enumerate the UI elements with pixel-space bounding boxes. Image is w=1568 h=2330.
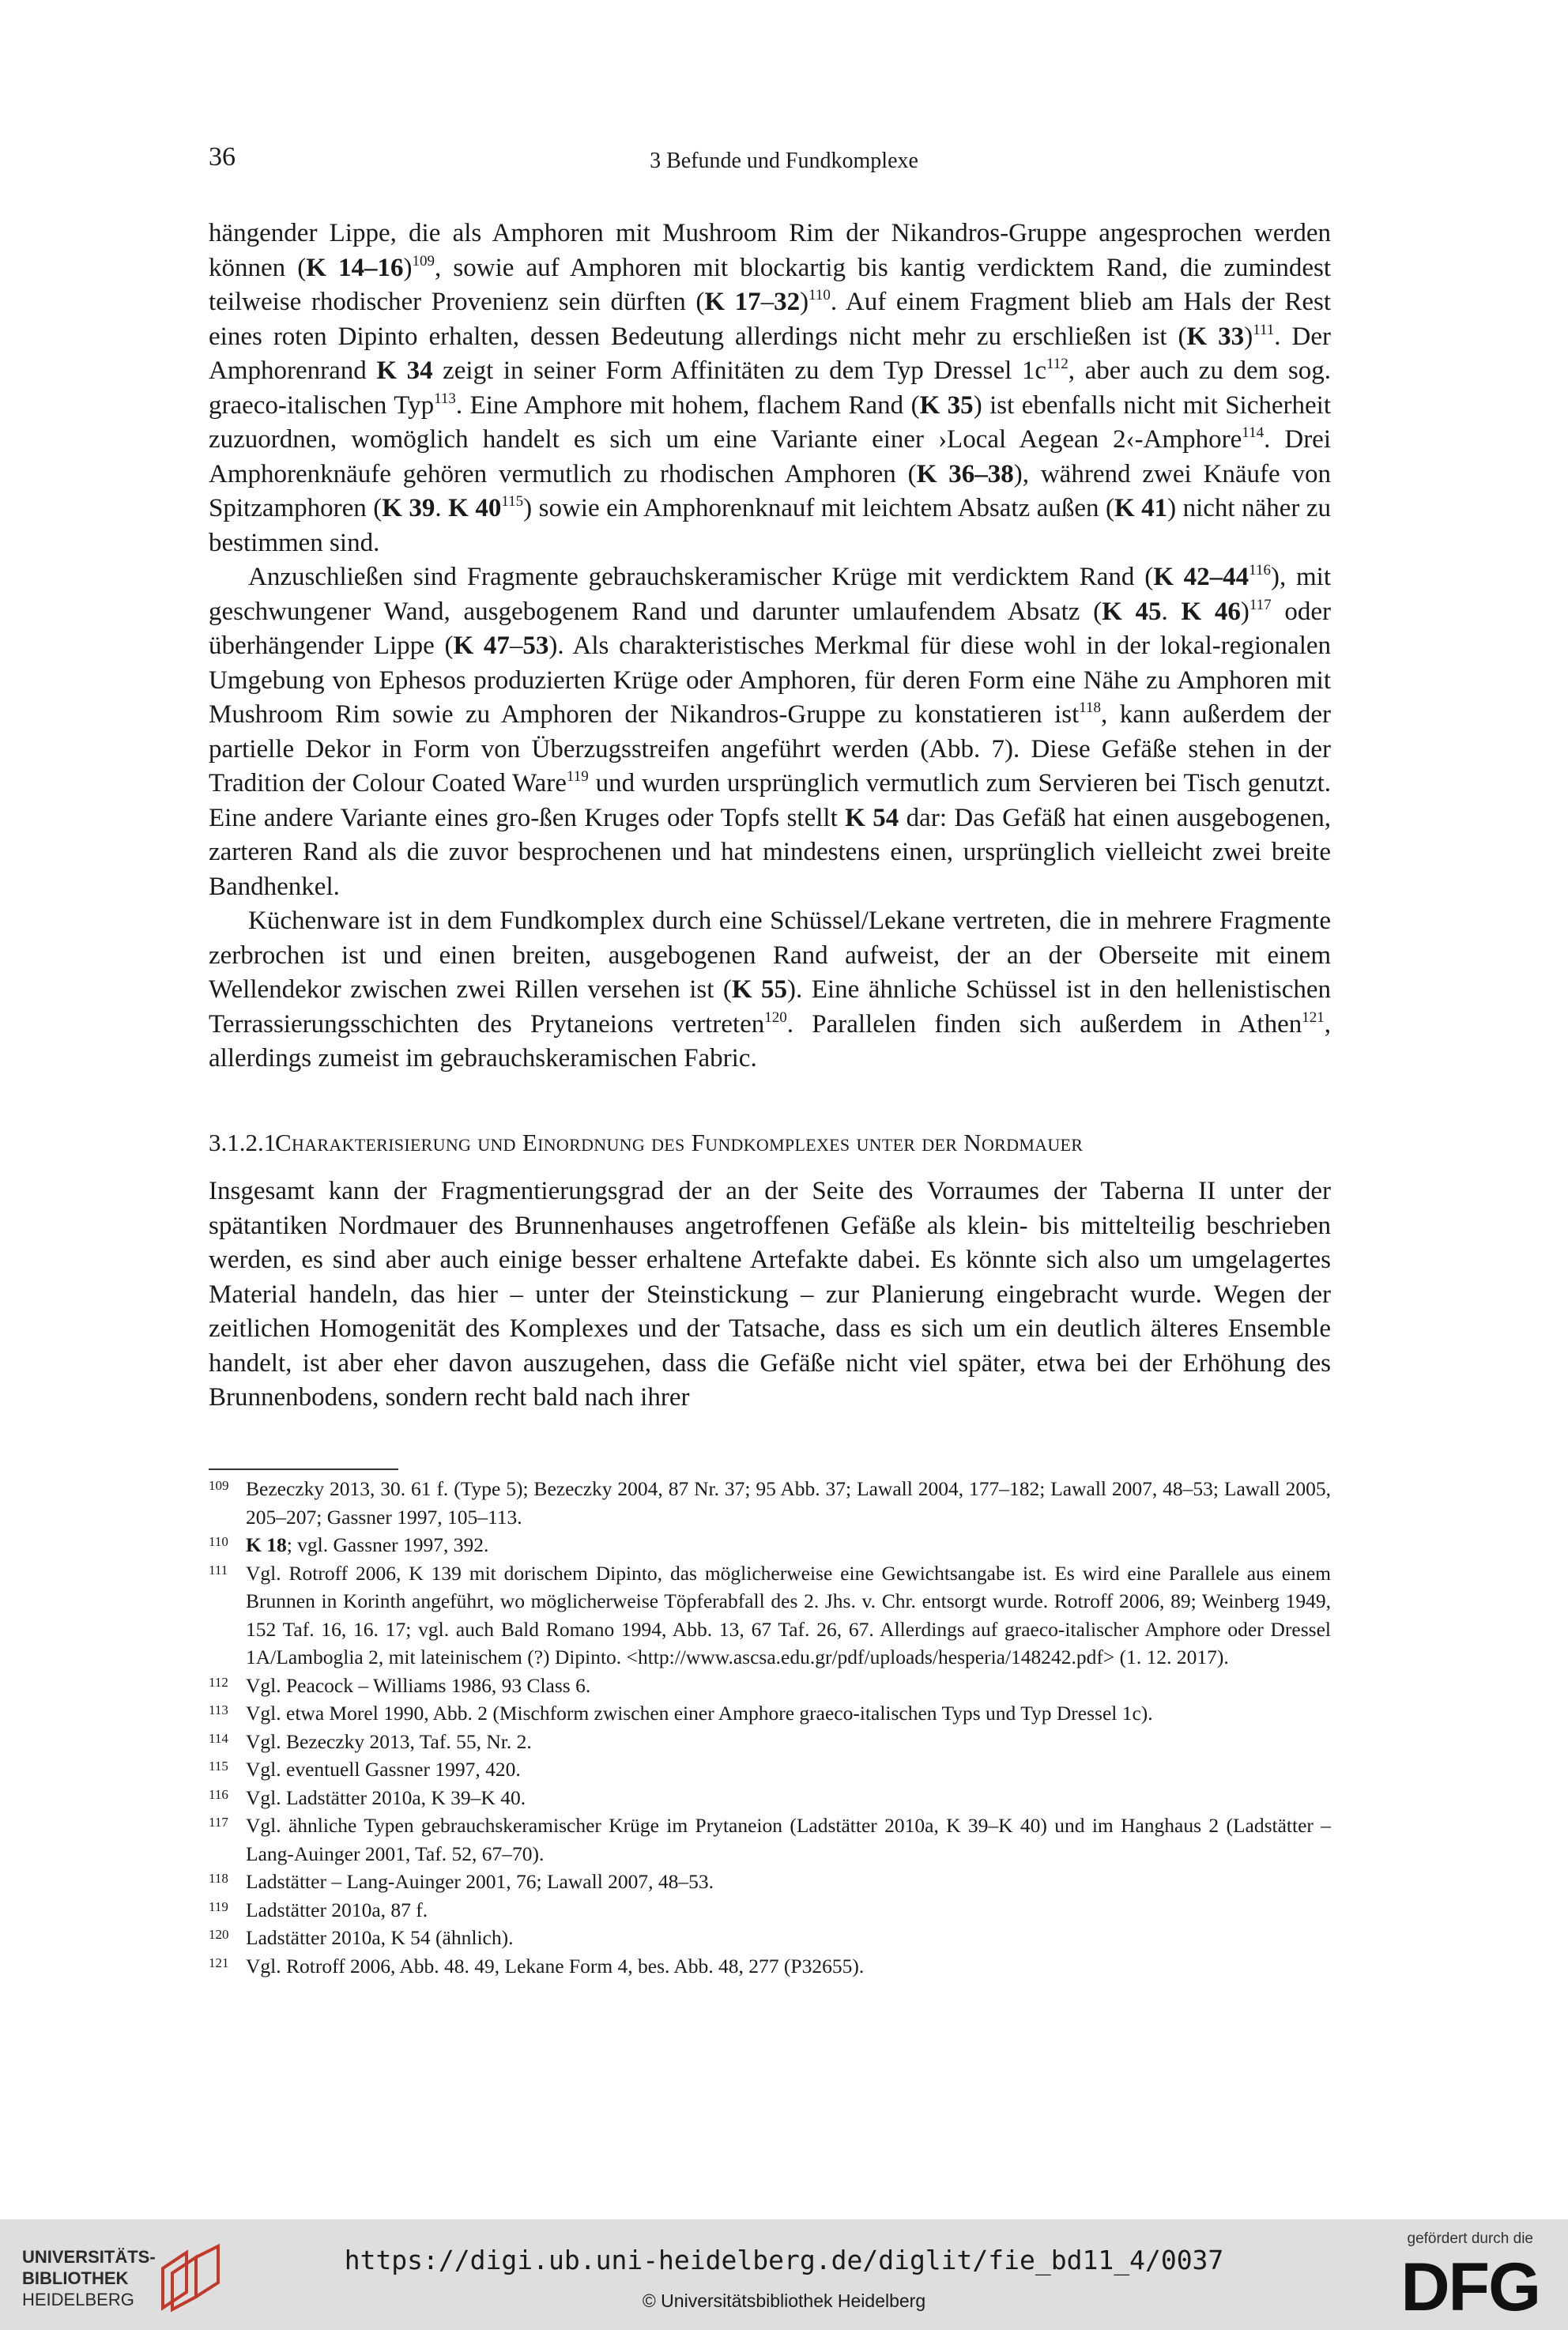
footnote-ref: 112: [1046, 356, 1069, 372]
section-title: Charakterisierung und Einordnung des Fundkomplexes unter der Nordmauer: [275, 1129, 1084, 1156]
library-line-1: UNIVERSITÄTS-: [22, 2247, 156, 2267]
footnote-ref: 120: [764, 1009, 787, 1026]
text-run: , sowie auf Amphoren mit blockartig bis kantig verdicktem Rand, die zumindest teilweise rhodischer Provenienz sein dürften (: [209, 253, 1332, 316]
text-run: oder überhängender Lippe (: [209, 597, 1331, 660]
footnote: [209, 1952, 1331, 1981]
text-run: ): [800, 288, 809, 316]
footnote-number: 110: [209, 1534, 228, 1549]
footnote-text: [246, 1672, 1331, 1700]
footnotes: [209, 1475, 1331, 1980]
footnote-text: [246, 1896, 1331, 1925]
text-run: .: [1161, 597, 1182, 626]
text-run: hängender Lippe, die als Amphoren mit Mushroom Rim der Nikandros-Gruppe angesprochen werden können (: [209, 219, 1331, 282]
dfg-logo: DFG: [1400, 2249, 1540, 2325]
section-body: [209, 1174, 1331, 1416]
catalogue-ref: K 18: [246, 1533, 287, 1556]
catalogue-ref: K 47: [453, 632, 510, 660]
text-run: ): [1240, 597, 1250, 626]
catalogue-ref: K 33: [1186, 322, 1245, 351]
footnote: [209, 1559, 1331, 1672]
footer-bar: [0, 2219, 1568, 2330]
text-run: Bezeczky 2013, 30. 61 f. (Type 5); Bezeczky 2004, 87 Nr. 37; 95 Abb. 37; Lawall 2004, 177–182; Lawall 2007, 48–53; Lawall 2005, 205–207; Gassner 1997, 105–113.: [246, 1477, 1331, 1529]
footnote: [209, 1672, 1331, 1700]
funding-label: gefördert durch die: [1407, 2230, 1533, 2247]
footnote-number: 111: [209, 1562, 228, 1578]
text-run: Vgl. Rotroff 2006, K 139 mit dorischem Dipinto, das möglicherweise eine Gewichtsangabe ist. Es wird eine Parallele aus einem Brunnen in Korinth angeführt, wo möglicherweise Töpferabfall des 2. Jhs. v. Chr. entsorgt wurde. Rotroff 2006, 89; Weinberg 1949, 152 Taf. 16, 16. 17; vgl. auch Bald Romano 1994, Abb. 13, 67 Taf. 26, 67. Allerdings auf graeco-italischer Amphore oder Dressel 1A/Lamboglia 2, mit lateinischem (?) Dipinto. <http://www.ascsa.edu.gr/pdf/uploads/hesperia/148242.pdf> (1. 12. 2017).: [246, 1561, 1331, 1668]
text-run: Anzuschließen sind Fragmente gebrauchskeramischer Krüge mit verdicktem Rand (: [248, 563, 1154, 591]
text-run: Vgl. Rotroff 2006, Abb. 48. 49, Lekane Form 4, bes. Abb. 48, 277 (P32655).: [246, 1954, 865, 1977]
footnote-text: [246, 1952, 1331, 1981]
footnote-rule: [209, 1469, 398, 1470]
footnote: [209, 1924, 1331, 1952]
footnote-number: 114: [209, 1730, 228, 1746]
footnote-number: 118: [209, 1871, 228, 1886]
text-run: , kann außerdem der partielle Dekor in Form von Überzugsstreifen angeführt werden (Abb. 7). Diese Gefäße stehen in der Tradition der Colour Coated Ware: [209, 700, 1331, 797]
section-number: 3.1.2.1: [209, 1129, 277, 1156]
body-paragraph: [209, 560, 1331, 904]
footnote-number: 119: [209, 1898, 228, 1914]
text-run: . Der Amphorenrand: [209, 322, 1332, 385]
library-line-3: HEIDELBERG: [22, 2290, 134, 2309]
text-run: . Drei Amphorenknäufe gehören vermutlich zu rhodischen Amphoren (: [209, 425, 1332, 488]
footnote-number: 121: [209, 1955, 229, 1970]
text-run: ), während zwei Knäufe von Spitzamphoren (: [209, 459, 1332, 522]
text-run: und wurden ursprünglich vermutlich zum Servieren bei Tisch genutzt. Eine andere Variante eines gro-ßen Kruges oder Topfs stellt: [209, 769, 1332, 832]
body-paragraph: [209, 904, 1331, 1076]
text-run: Ladstätter 2010a, 87 f.: [246, 1898, 428, 1921]
footnote-ref: 111: [1253, 321, 1275, 338]
text-run: dar: Das Gefäß hat einen ausgebogenen, zarteren Rand als die zuvor besprochenen und hat mindestens einen, ursprünglich vielleicht zwei breite Bandhenkel.: [209, 803, 1331, 901]
footnote-number: 113: [209, 1702, 228, 1717]
catalogue-ref: K 46: [1181, 597, 1241, 626]
text-run: Vgl. Ladstätter 2010a, K 39–K 40.: [246, 1785, 526, 1809]
catalogue-ref: K 42–44: [1153, 563, 1250, 591]
footnote-ref: 121: [1302, 1009, 1325, 1026]
catalogue-ref: K 14–16: [306, 253, 404, 282]
footnote-ref: 114: [1242, 424, 1265, 441]
text-run: . Eine Amphore mit hohem, flachem Rand (: [455, 390, 920, 420]
footnote: [209, 1755, 1331, 1784]
footnote-text: [246, 1728, 1331, 1756]
running-head: 3 Befunde und Fundkomplexe: [650, 149, 918, 173]
catalogue-ref: K 39: [382, 494, 435, 522]
footnote: [209, 1784, 1331, 1812]
footnote: [209, 1531, 1331, 1559]
catalogue-ref: 32: [774, 288, 801, 316]
text-run: zeigt in seiner Form Affinitäten zu dem Typ Dressel 1c: [432, 356, 1046, 385]
text-run: . Parallelen finden sich außerdem in Athen: [786, 1009, 1302, 1039]
footnote: [209, 1699, 1331, 1728]
text-run: Küchenware ist in dem Fundkomplex durch eine Schüssel/Lekane vertreten, die in mehrere Fragmente zerbrochen ist und einen breiten, ausgebogenen Rand aufweist, der an der Oberseite mit einem Wellendekor zwischen zwei Rillen versehen ist (: [209, 907, 1331, 1004]
footnote-text: [246, 1812, 1331, 1868]
footer-url-link[interactable]: https://digi.ub.uni-heidelberg.de/diglit/fie_bd11_4/0037: [344, 2245, 1224, 2275]
catalogue-ref: K 36–38: [916, 459, 1014, 488]
text-run: –: [509, 632, 523, 660]
text-run: ) sowie ein Amphorenknauf mit leichtem Absatz außen (: [523, 494, 1114, 522]
footnote-text: [246, 1755, 1331, 1784]
footnote-number: 109: [209, 1478, 229, 1493]
body-paragraph: [209, 217, 1331, 560]
footnote-number: 116: [209, 1786, 228, 1802]
footnote-ref: 116: [1249, 562, 1271, 579]
text-run: .: [435, 494, 449, 522]
footnote-text: [246, 1531, 1331, 1559]
footnote-text: [246, 1868, 1331, 1896]
text-run: ). Eine ähnliche Schüssel ist in den hellenistischen Terrassierungsschichten des Prytaneions vertreten: [209, 975, 1331, 1039]
catalogue-ref: K 45: [1102, 597, 1162, 626]
page-number: 36: [209, 142, 236, 172]
footnote-ref: 119: [566, 768, 589, 785]
library-line-2: BIBLIOTHEK: [22, 2268, 129, 2288]
footnote: [209, 1475, 1331, 1531]
footnote-ref: 118: [1079, 699, 1102, 716]
text-run: Vgl. etwa Morel 1990, Abb. 2 (Mischform zwischen einer Amphore graeco-italischen Typs und Typ Dressel 1c).: [246, 1702, 1153, 1725]
footnote-number: 115: [209, 1759, 228, 1774]
footnote-text: [246, 1559, 1331, 1672]
catalogue-ref: K 55: [731, 975, 788, 1004]
footnote-text: [246, 1784, 1331, 1812]
section-paragraph: Insgesamt kann der Fragmentierungsgrad der an der Seite des Vorraumes der Taberna II unter der spätantiken Nordmauer des Brunnenhauses angetroffenen Gefäße als klein- bis mittelteilig beschrieben werden, es sind aber auch einige besser erhaltene Artefakte dabei. Es könnte sich also um umgelagertes Material handeln, das hier – unter der Steinstickung – zur Planierung eingebracht wurde. Wegen der zeitlichen Homogenität des Komplexes und der Tatsache, dass es sich um ein deutlich älteres Ensemble handelt, ist aber eher davon auszugehen, dass die Gefäße nicht viel später, etwa bei der Erhöhung des Brunnenbodens, sondern recht bald nach ihrer: [209, 1177, 1331, 1412]
footnote-ref: 113: [434, 390, 456, 407]
footnote-text: [246, 1924, 1331, 1952]
text-run: ), mit geschwungener Wand, ausgebogenem Rand und darunter umlaufendem Absatz (: [209, 563, 1331, 626]
catalogue-ref: K 35: [919, 390, 974, 420]
footnote-ref: 110: [808, 287, 831, 304]
catalogue-ref: K 34: [376, 356, 433, 385]
text-run: Ladstätter 2010a, K 54 (ähnlich).: [246, 1926, 514, 1949]
catalogue-ref: K 41: [1114, 494, 1168, 522]
text-run: ) ist ebenfalls nicht mit Sicherheit zuzuordnen, womöglich handelt es sich um eine Variante einer ›Local Aegean 2‹-Amphore: [209, 390, 1331, 454]
text-run: Ladstätter – Lang-Auinger 2001, 76; Lawall 2007, 48–53.: [246, 1870, 714, 1893]
footnote-number: 120: [209, 1927, 229, 1942]
text-run: ): [403, 253, 413, 282]
section-heading: [209, 1125, 1331, 1160]
main-text: [209, 217, 1331, 1076]
footnote-number: 112: [209, 1674, 228, 1690]
footnote: [209, 1812, 1331, 1868]
text-run: Vgl. Peacock – Williams 1986, 93 Class 6.: [246, 1673, 591, 1697]
text-run: Vgl. ähnliche Typen gebrauchskeramischer Krüge im Prytaneion (Ladstätter 2010a, K 39–K 40) und im Hanghaus 2 (Ladstätter – Lang-Auinger 2001, Taf. 52, 67–70).: [246, 1814, 1331, 1865]
footnote-text: [246, 1699, 1331, 1728]
footnote-ref: 117: [1249, 596, 1272, 613]
text-run: Vgl. eventuell Gassner 1997, 420.: [246, 1758, 521, 1781]
footnote-text: [246, 1475, 1331, 1531]
text-run: . Auf einem Fragment blieb am Hals der Rest eines roten Dipinto erhalten, dessen Bedeutung allerdings nicht mehr zu erschließen ist (: [209, 288, 1332, 351]
footnote: [209, 1896, 1331, 1925]
text-run: , allerdings zumeist im gebrauchskeramischen Fabric.: [209, 1009, 1331, 1073]
text-run: Vgl. Bezeczky 2013, Taf. 55, Nr. 2.: [246, 1729, 532, 1753]
footnote-ref: 109: [412, 252, 435, 270]
footnote: [209, 1868, 1331, 1896]
text-run: , aber auch zu dem sog. graeco-italischen Typ: [209, 356, 1331, 420]
catalogue-ref: K 40: [448, 494, 502, 522]
footnote-number: 117: [209, 1815, 228, 1830]
catalogue-ref: K 54: [845, 803, 899, 832]
catalogue-ref: K 17: [704, 288, 761, 316]
footnote: [209, 1728, 1331, 1756]
footnote-ref: 115: [501, 493, 524, 510]
text-run: ): [1244, 322, 1253, 351]
catalogue-ref: 53: [522, 632, 549, 660]
text-run: ) nicht näher zu bestimmen sind.: [209, 494, 1332, 557]
text-run: ). Als charakteristisches Merkmal für diese wohl in der lokal-regionalen Umgebung von Ephesos produzierten Krüge oder Amphoren, für deren Form eine Nähe zu Amphoren mit Mushroom Rim sowie zu Amphoren der Nikandros-Gruppe zu konstatieren ist: [209, 632, 1332, 729]
text-run: –: [760, 288, 775, 316]
text-run: ; vgl. Gassner 1997, 392.: [286, 1533, 489, 1556]
footer-copyright: © Universitätsbibliothek Heidelberg: [642, 2290, 926, 2311]
